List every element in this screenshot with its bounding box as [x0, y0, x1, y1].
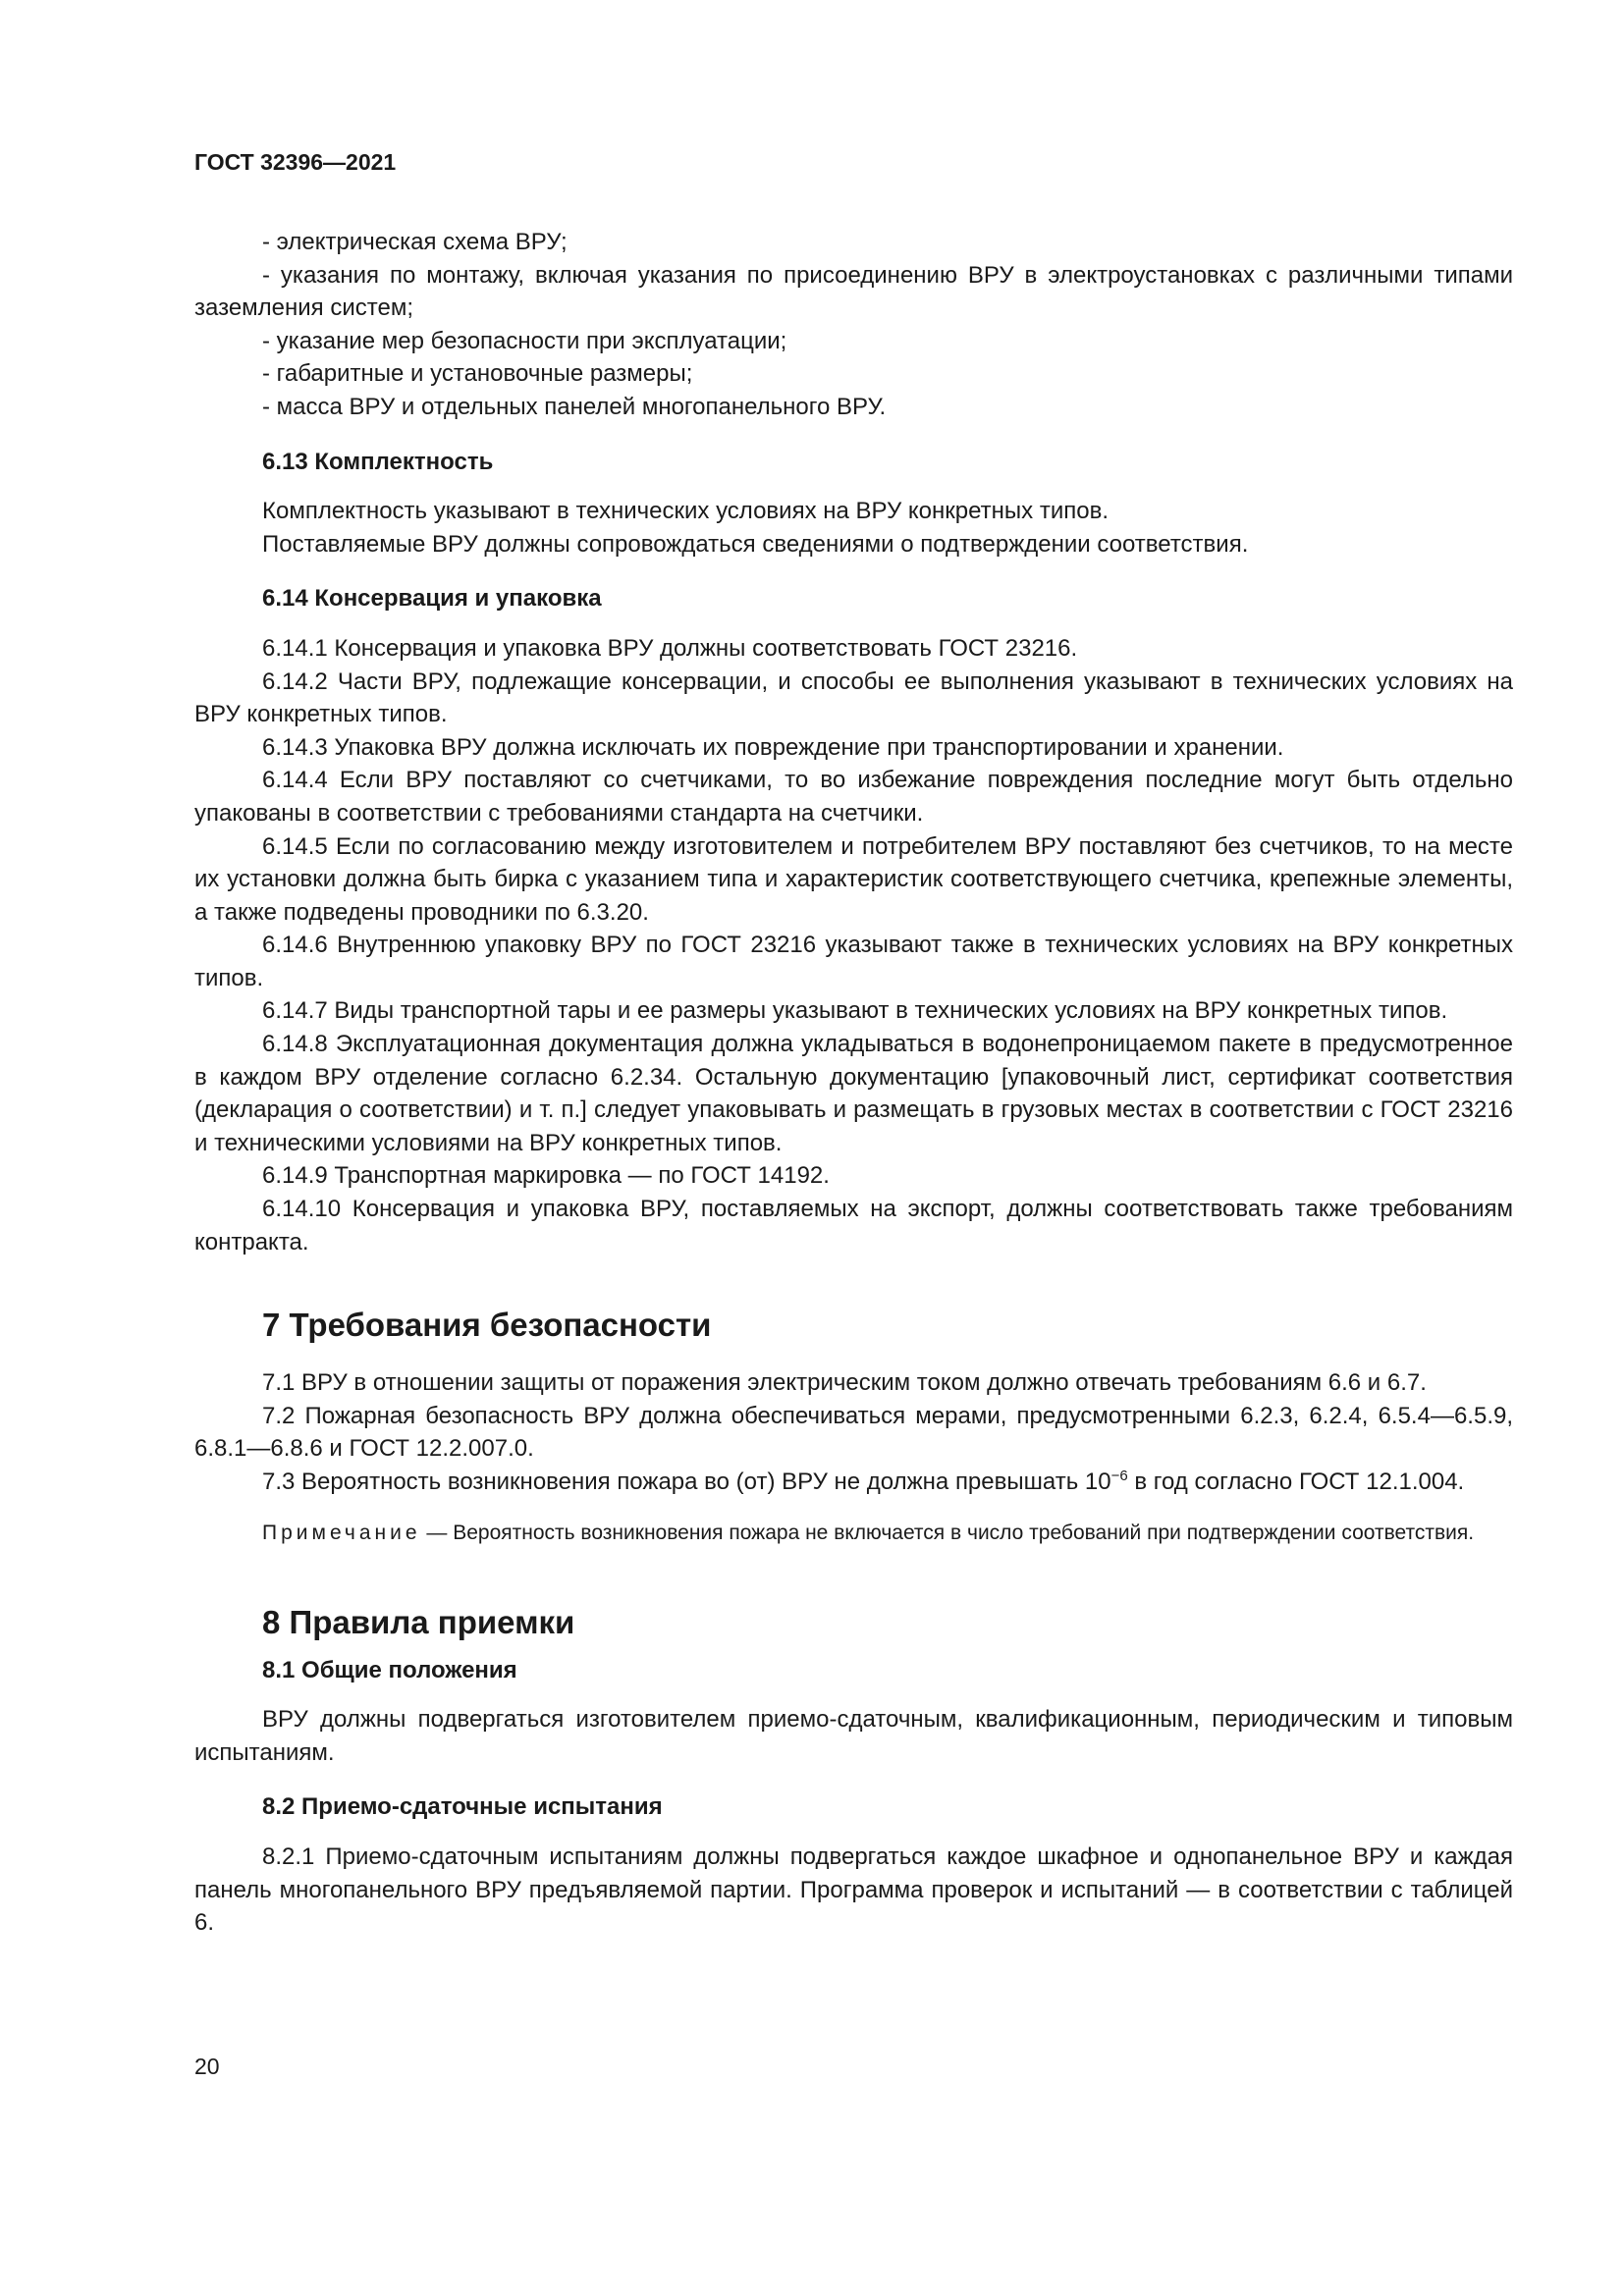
note-text: — Вероятность возникновения пожара не включается в число требований при подтверждении соответствия. — [420, 1521, 1475, 1544]
paragraph-7-3-text-end: в год согласно ГОСТ 12.1.004. — [1127, 1468, 1465, 1495]
document-page — [194, 147, 1513, 1940]
list-item: - указания по монтажу, включая указания по присоединению ВРУ в электроустановках с различными типами заземления систем; — [194, 261, 1513, 322]
paragraph-6-14-4: 6.14.4 Если ВРУ поставляют со счетчиками, то во избежание повреждения последние могут быть отдельно упакованы в соответствии с требованиями стандарта на счетчики. — [194, 767, 1513, 827]
paragraph-6-14-1: 6.14.1 Консервация и упаковка ВРУ должны соответствовать ГОСТ 23216. — [262, 634, 1078, 662]
section-heading-8-2: 8.2 Приемо-сдаточные испытания — [262, 1793, 663, 1821]
note — [194, 1519, 1513, 1548]
intro-list — [194, 226, 1513, 424]
section-heading-8-1: 8.1 Общие положения — [262, 1656, 517, 1683]
paragraph-6-14-3: 6.14.3 Упаковка ВРУ должна исключать их повреждение при транспортировании и хранении. — [262, 733, 1284, 761]
paragraph-7-1: 7.1 ВРУ в отношении защиты от поражения электрическим током должно отвечать требованиям 6.6 и 6.7. — [262, 1369, 1427, 1397]
paragraph-6-14-9: 6.14.9 Транспортная маркировка — по ГОСТ 14192. — [262, 1162, 830, 1190]
paragraph: Комплектность указывают в технических условиях на ВРУ конкретных типов. — [262, 498, 1110, 525]
paragraph-6-14-8: 6.14.8 Эксплуатационная документация должна укладываться в водонепроницаемом пакете в предусмотренное в каждом ВРУ отделение согласно 6.2.34. Остальную документацию [упаковочный лист, сертификат соответствия (декларация о соответствии) и т. п.] следует упаковывать и размещать в грузовых местах в соответствии с ГОСТ 23216 и техническими условиями на ВРУ конкретных типов. — [194, 1031, 1513, 1156]
page-number: 20 — [194, 2054, 220, 2079]
list-item: - масса ВРУ и отдельных панелей многопанельного ВРУ. — [262, 393, 887, 420]
paragraph: Поставляемые ВРУ должны сопровождаться сведениями о подтверждении соответствия. — [262, 530, 1249, 558]
paragraph-7-3 — [194, 1466, 1513, 1499]
paragraph-6-14-2: 6.14.2 Части ВРУ, подлежащие консервации, и способы ее выполнения указывают в технических условиях на ВРУ конкретных типов. — [194, 667, 1513, 728]
list-item: - габаритные и установочные размеры; — [262, 360, 693, 388]
paragraph-7-3-text: 7.3 Вероятность возникновения пожара во (от) ВРУ не должна превышать 10 — [262, 1468, 1111, 1495]
paragraph-8-1: ВРУ должны подвергаться изготовителем приемо-сдаточным, квалификационным, периодическим и типовым испытаниям. — [194, 1706, 1513, 1766]
exponent: −6 — [1110, 1468, 1128, 1484]
section-heading-8: 8 Правила приемки — [262, 1603, 575, 1640]
paragraph-6-14-5: 6.14.5 Если по согласованию между изготовителем и потребителем ВРУ поставляют без счетчиков, то на месте их установки должна быть бирка с указанием типа и характеристик соответствующего счетчика, крепежные элементы, а также подведены проводники по 6.3.20. — [194, 832, 1513, 926]
list-item: - указание мер безопасности при эксплуатации; — [262, 327, 787, 354]
section-heading-6-13: 6.13 Комплектность — [262, 448, 494, 475]
paragraph-6-14-10: 6.14.10 Консервация и упаковка ВРУ, поставляемых на экспорт, должны соответствовать также требованиям контракта. — [194, 1196, 1513, 1255]
paragraph-6-14-7: 6.14.7 Виды транспортной тары и ее размеры указывают в технических условиях на ВРУ конкретных типов. — [262, 997, 1448, 1025]
section-heading-6-14: 6.14 Консервация и упаковка — [262, 585, 602, 613]
paragraph-8-2-1: 8.2.1 Приемо-сдаточным испытаниям должны подвергаться каждое шкафное и однопанельное ВРУ и каждая панель многопанельного ВРУ предъявляемой партии. Программа проверок и испытаний — в соответствии с таблицей 6. — [194, 1842, 1513, 1937]
document-code: ГОСТ 32396—2021 — [194, 149, 397, 175]
note-label: Примечание — [262, 1521, 421, 1544]
section-heading-7: 7 Требования безопасности — [262, 1307, 712, 1344]
paragraph-6-14-6: 6.14.6 Внутреннюю упаковку ВРУ по ГОСТ 23216 указывают также в технических условиях на ВРУ конкретных типов. — [194, 932, 1513, 991]
list-item: - электрическая схема ВРУ; — [262, 229, 568, 255]
paragraph-7-2: 7.2 Пожарная безопасность ВРУ должна обеспечиваться мерами, предусмотренными 6.2.3, 6.2.4, 6.5.4—6.5.9, 6.8.1—6.8.6 и ГОСТ 12.2.007.0. — [194, 1402, 1513, 1463]
